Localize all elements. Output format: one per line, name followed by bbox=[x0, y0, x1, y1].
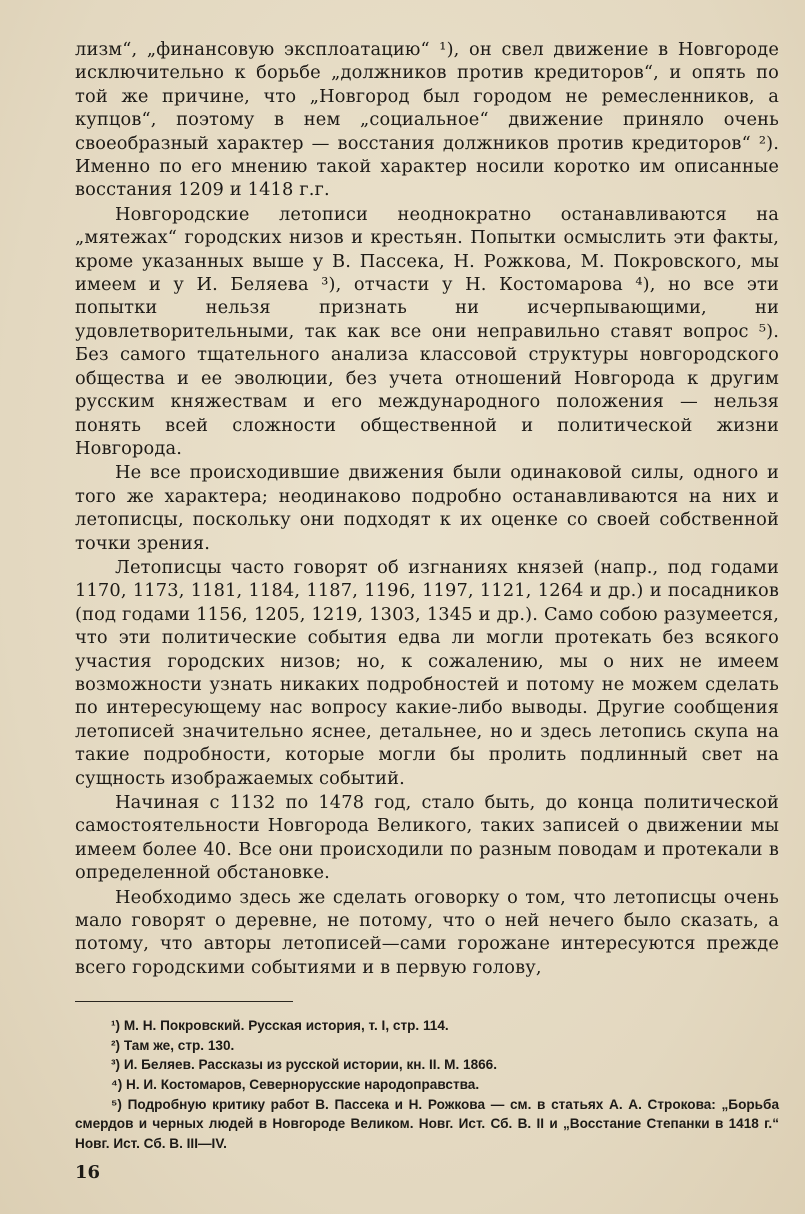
page-number: 16 bbox=[75, 1162, 101, 1183]
paragraph-1: лизм“, „финансовую эксплоатацию“ ¹), он свел движение в Новгороде исключительно к борьбе „должников против кредиторов“, и опять по той же причине, что „Новгород был городом не ремесленников, а купцов“, поэтому в нем „социальное“ движение приняло очень своеобразный характер — восстания должников против кредиторов“ ²). Именно по его мнению такой характер носили коротко им описанные восстания 1209 и 1418 г.г. bbox=[75, 39, 779, 201]
paragraph-4: Летописцы часто говорят об изгнаниях князей (напр., под годами 1170, 1173, 1181, 1184, 1187, 1196, 1197, 1121, 1264 и др.) и посадников (под годами 1156, 1205, 1219, 1303, 1345 и др.). Само собою разумеется, что эти политические события едва ли могли протекать без всякого участия городских низов; но, к сожалению, мы о них не имеем возможности узнать никаких подробностей и потому не можем сделать по интересующему нас вопросу какие-либо выводы. Другие сообщения летописей значительно яснее, детальнее, но и здесь летопись скупа на такие подробности, которые могли бы пролить подлинный свет на сущность изображаемых событий. bbox=[75, 556, 779, 789]
footnote-5: ⁵) Подробную критику работ В. Пассека и Н. Рожкова — см. в статьях А. А. Строкова: „Борьба смердов и черных людей в Новгороде Великом. Новг. Ист. Сб. В. II и „Восстание Степанки в 1418 г.“ Новг. Ист. Сб. В. III—IV. bbox=[75, 1096, 779, 1151]
paragraph-3: Не все происходившие движения были одинаковой силы, одного и того же характера; неодинаково подробно останавливаются на них и летописцы, поскольку они подходят к их оценке со своей собственной точки зрения. bbox=[75, 462, 779, 554]
paragraph-5: Начиная с 1132 по 1478 год, стало быть, до конца политической самостоятельности Новгорода Великого, таких записей о движении мы имеем более 40. Все они происходили по разным поводам и протекали в определенной обстановке. bbox=[75, 792, 779, 884]
footnote-4: ⁴) Н. И. Костомаров, Севернорусские народоправства. bbox=[111, 1077, 480, 1093]
paragraph-2: Новгородские летописи неоднократно останавливаются на „мятежах“ городских низов и крестьян. Попытки осмыслить эти факты, кроме указанных выше у В. Пассека, Н. Рожкова, М. Покровского, мы имеем и у И. Беляева ³), отчасти у Н. Костомарова ⁴), но все эти попытки нельзя признать ни исчерпывающими, ни удовлетворительными, так как все они неправильно ставят вопрос ⁵). Без самого тщательного анализа классовой структуры новгородского общества и ее эволюции, без учета отношений Новгорода к другим русским княжествам и его международного положения — нельзя понять всей сложности общественной и политической жизни Новгорода. bbox=[75, 203, 779, 459]
main-text bbox=[75, 38, 779, 979]
footnotes bbox=[75, 1016, 779, 1153]
footnote-divider bbox=[75, 1001, 293, 1002]
footnote-2: ²) Там же, стр. 130. bbox=[111, 1037, 235, 1053]
footnote-3: ³) И. Беляев. Рассказы из русской истории, кн. II. М. 1866. bbox=[111, 1057, 498, 1073]
paragraph-6: Необходимо здесь же сделать оговорку о том, что летописцы очень мало говорят о деревне, не потому, что о ней нечего было сказать, а потому, что авторы летописей—сами горожане интересуются прежде всего городскими событиями и в первую голову, bbox=[75, 886, 779, 978]
footnote-1: ¹) М. Н. Покровский. Русская история, т. I, стр. 114. bbox=[111, 1018, 449, 1034]
